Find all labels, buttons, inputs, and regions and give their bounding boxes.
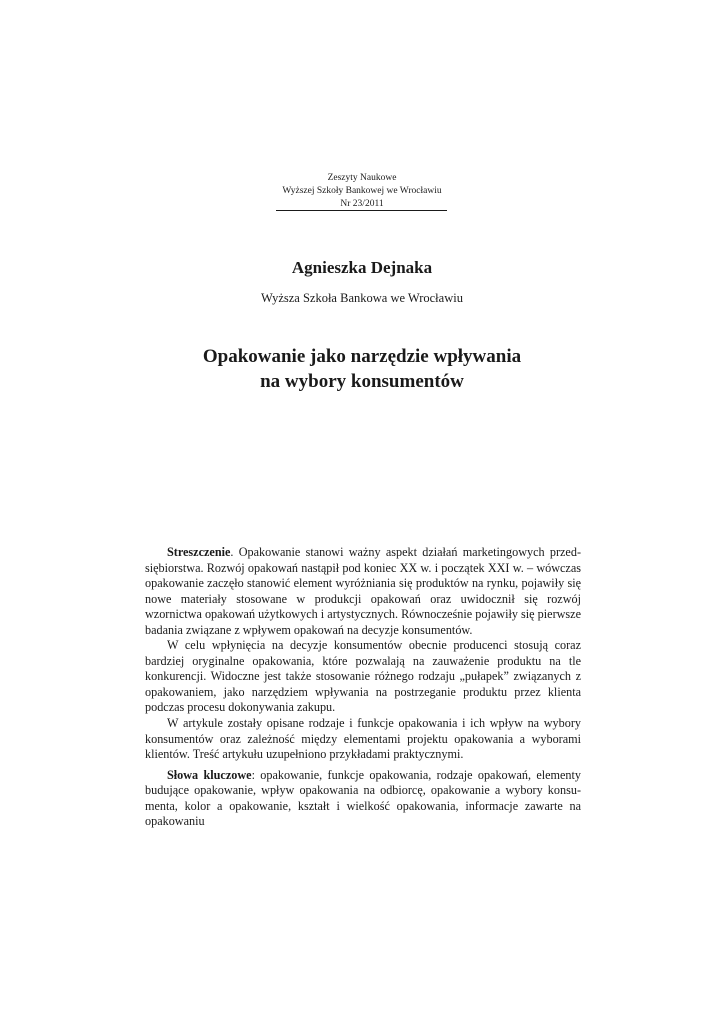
journal-issue-number: Nr 23/2011 [340,199,384,209]
abstract-label: Streszczenie [167,545,231,559]
article-title [0,344,724,394]
author-name: Agnieszka Dejnaka [291,258,433,277]
journal-header [0,172,724,211]
article-title-line-1: Opakowanie jako narzędzie wpływania [202,346,522,367]
abstract-paragraph-3: W artykule zostały opisane rodzaje i funkcje opakowania i ich wpływ na wybory konsumentów oraz zależność między elementami projektu opakowania a wyborami klientów. Treść artykułu uzupełniono przykładami praktycznymi. [145,716,581,762]
abstract-paragraph-1 [145,545,581,638]
abstract-section [145,545,581,830]
keywords-text: : opakowanie, funkcje opakowania, rodzaje opakowań, elementy budujące opakowanie, wpływ opakowania na odbiorcę, opakowanie a wybory konsumenta, kolor a opakowanie, kształt i wielkość opakowania, informacje zawarte na opakowaniu [145,767,582,829]
abstract-paragraph-1-text: . Opakowanie stanowi ważny aspekt działań marketingowych przedsiębiorstwa. Rozwój opakowań nastąpił pod koniec XX w. i początek XXI w. – wówczas opakowanie zaczęło stanowić element wyróżniania się produktów na rynku, pojawiły się nowe materiały stosowane w produkcji opakowań oraz uwidocznił się rozwój wzornictwa opakowań użytkowych i artystycznych. Równocześnie pojawiły się pierwsze badania związane z wpływem opakowań na decyzje konsumentów. [145,545,581,637]
header-divider [276,210,447,211]
journal-institution-line: Wyższej Szkoły Bankowej we Wrocławiu [282,186,442,196]
author-affiliation: Wyższa Szkoła Bankowa we Wrocławiu [261,291,463,305]
journal-name-line: Zeszyty Naukowe [327,173,397,183]
article-title-line-2: na wybory konsumentów [260,371,464,392]
keywords-paragraph [145,768,581,830]
keywords-label: Słowa kluczowe [167,767,252,782]
abstract-paragraph-2: W celu wpłynięcia na decyzje konsumentów obecnie producenci stosują coraz bardziej oryginalne opakowania, które pozwalają na zauważenie produktu na tle konkurencji. Widoczne jest także stosowanie różnego rodzaju „pułapek” związanych z opakowaniem, jako narzędziem wpływania na postrzeganie produktu przez klienta podczas procesu dokonywania zakupu. [145,638,581,715]
